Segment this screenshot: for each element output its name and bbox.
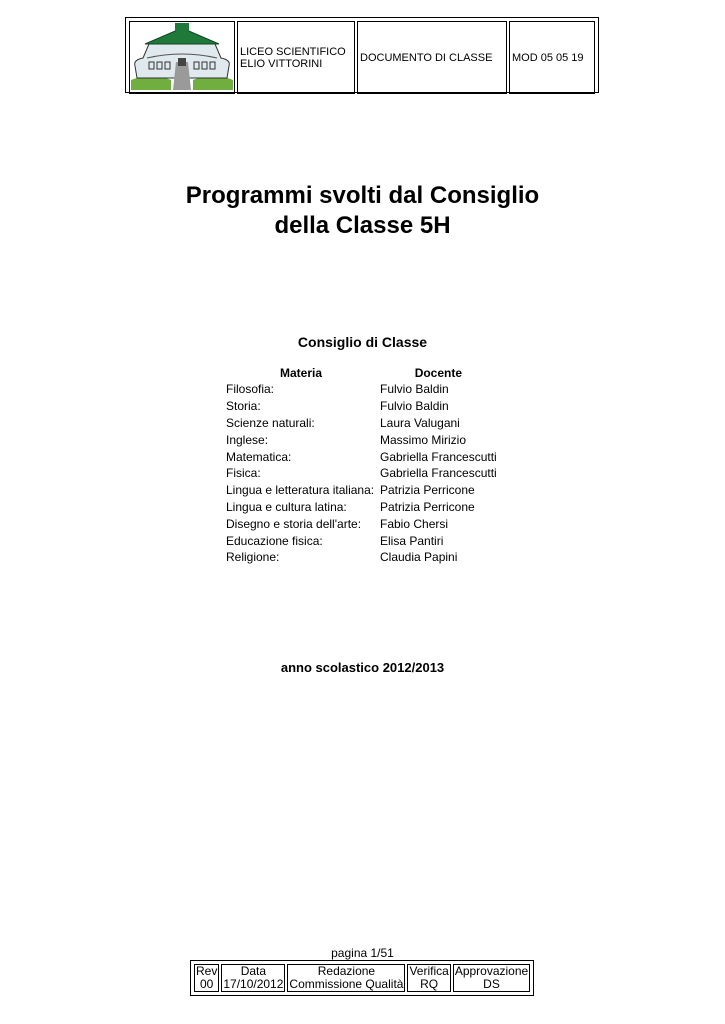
check-value: RQ: [420, 977, 439, 991]
subject-cell: Matematica:: [226, 449, 292, 464]
teacher-cell: Gabriella Francescutti: [380, 466, 497, 481]
subject-cell: Inglese:: [226, 432, 269, 447]
approval-label: Approvazione: [454, 964, 529, 978]
subject-cell: Educazione fisica:: [226, 533, 323, 548]
teacher-cell: Laura Valugani: [380, 415, 460, 430]
draft-cell: [287, 964, 405, 992]
revision-cell: [194, 964, 219, 992]
subject-cell: Fisica:: [226, 466, 261, 481]
table-row: [224, 482, 499, 499]
teacher-cell: Fulvio Baldin: [380, 382, 449, 397]
teacher-cell: Fabio Chersi: [380, 516, 449, 531]
teacher-cell: Massimo Mirizio: [380, 432, 467, 447]
school-name-line2: ELIO VITTORINI: [240, 57, 323, 70]
page-title-line2: della Classe 5H: [274, 212, 451, 239]
check-label: Verifica: [409, 964, 449, 978]
date-value: 17/10/2012: [223, 977, 284, 991]
subject-cell: Disegno e storia dell'arte:: [226, 516, 362, 531]
page-title-line1: Programmi svolti dal Consiglio: [185, 182, 540, 209]
council-heading: Consiglio di Classe: [297, 334, 428, 350]
revision-label: Rev: [196, 964, 218, 978]
draft-value: Commissione Qualità: [289, 977, 404, 991]
table-row: [224, 381, 499, 398]
school-name-line1: LICEO SCIENTIFICO: [240, 45, 346, 58]
table-row: [224, 431, 499, 448]
school-building-logo-icon: [131, 22, 233, 90]
subject-cell: Scienze naturali:: [226, 415, 315, 430]
page-number: pagina 1/51: [331, 946, 394, 960]
table-row: [224, 499, 499, 516]
subject-cell: Lingua e cultura latina:: [226, 499, 347, 514]
document-header: [125, 17, 599, 93]
revision-footer: [190, 960, 534, 996]
table-header-row: [224, 364, 499, 381]
teacher-cell: Gabriella Francescutti: [380, 449, 497, 464]
approval-value: DS: [483, 977, 500, 991]
table-row: [224, 515, 499, 532]
teacher-cell: Fulvio Baldin: [380, 399, 449, 414]
school-logo: [129, 21, 235, 94]
column-header-subject: Materia: [279, 365, 323, 380]
table-row: [224, 465, 499, 482]
council-members-table: [224, 364, 499, 566]
column-header-teacher: Docente: [414, 365, 463, 380]
school-year: anno scolastico 2012/2013: [280, 660, 445, 675]
document-type: DOCUMENTO DI CLASSE: [357, 21, 507, 94]
teacher-cell: Patrizia Perricone: [380, 499, 475, 514]
subject-cell: Storia:: [226, 399, 261, 414]
revision-value: 00: [199, 977, 214, 991]
table-row: [224, 532, 499, 549]
subject-cell: Lingua e letteratura italiana:: [226, 483, 375, 498]
table-row: [224, 549, 499, 566]
draft-label: Redazione: [317, 964, 376, 978]
date-label: Data: [240, 964, 267, 978]
page-title: [0, 181, 725, 241]
subject-cell: Filosofia:: [226, 382, 275, 397]
teacher-cell: Claudia Papini: [380, 550, 458, 565]
table-row: [224, 398, 499, 415]
school-name: [237, 21, 355, 94]
check-cell: [407, 964, 450, 992]
teacher-cell: Patrizia Perricone: [380, 483, 475, 498]
teacher-cell: Elisa Pantiri: [380, 533, 444, 548]
date-cell: [221, 964, 285, 992]
table-row: [224, 448, 499, 465]
approval-cell: [453, 964, 530, 992]
table-row: [224, 415, 499, 432]
subject-cell: Religione:: [226, 550, 280, 565]
module-code: MOD 05 05 19: [509, 21, 595, 94]
